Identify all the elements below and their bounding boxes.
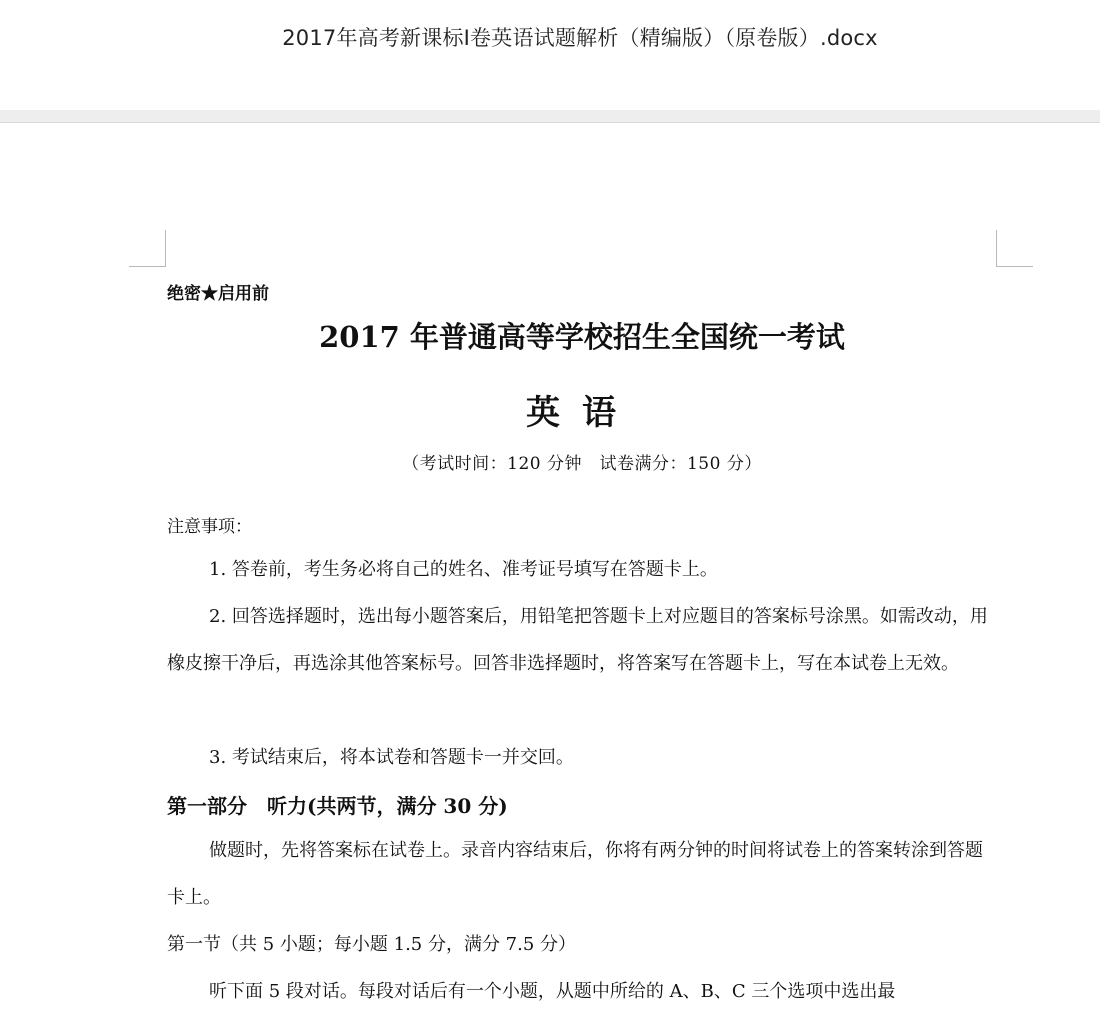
document-page: [0, 123, 1100, 1002]
notice-heading: 注意事项：: [167, 517, 252, 537]
part1-heading: 第一部分 听力(共两节，满分 30 分): [167, 794, 508, 818]
section1-heading: 第一节（共 5 小题；每小题 1.5 分，满分 7.5 分）: [167, 934, 577, 955]
margin-mark-left: [129, 230, 166, 267]
margin-mark-right: [996, 230, 1033, 267]
section1-intro: 听下面 5 段对话。每段对话后有一个小题，从题中所给的 A、B、C 三个选项中选出最: [209, 981, 896, 1002]
notice-item-3: 3. 考试结束后，将本试卷和答题卡一并交回。: [209, 747, 574, 768]
notice-item-1: 1. 答卷前，考生务必将自己的姓名、准考证号填写在答题卡上。: [209, 559, 718, 580]
document-title: 2017年高考新课标Ⅰ卷英语试题解析（精编版）（原卷版）.docx: [282, 26, 878, 50]
notice-item-2: 2. 回答选择题时，选出每小题答案后，用铅笔把答题卡上对应题目的答案标号涂黑。如需改动，用橡皮擦干净后，再选涂其他答案标号。回答非选择题时，将答案写在答题卡上，写在本试卷上无效。: [167, 606, 988, 674]
exam-info: （考试时间：120 分钟 试卷满分：150 分）: [402, 454, 762, 474]
title-bar: [0, 0, 1100, 110]
exam-title: 2017 年普通高等学校招生全国统一考试: [319, 320, 845, 354]
toolbar-separator: [0, 110, 1100, 123]
subject-title: 英语: [526, 393, 638, 433]
part1-intro: 做题时，先将答案标在试卷上。录音内容结束后，你将有两分钟的时间将试卷上的答案转涂到答题卡上。: [167, 840, 983, 908]
classification-label: 绝密★启用前: [167, 284, 269, 304]
